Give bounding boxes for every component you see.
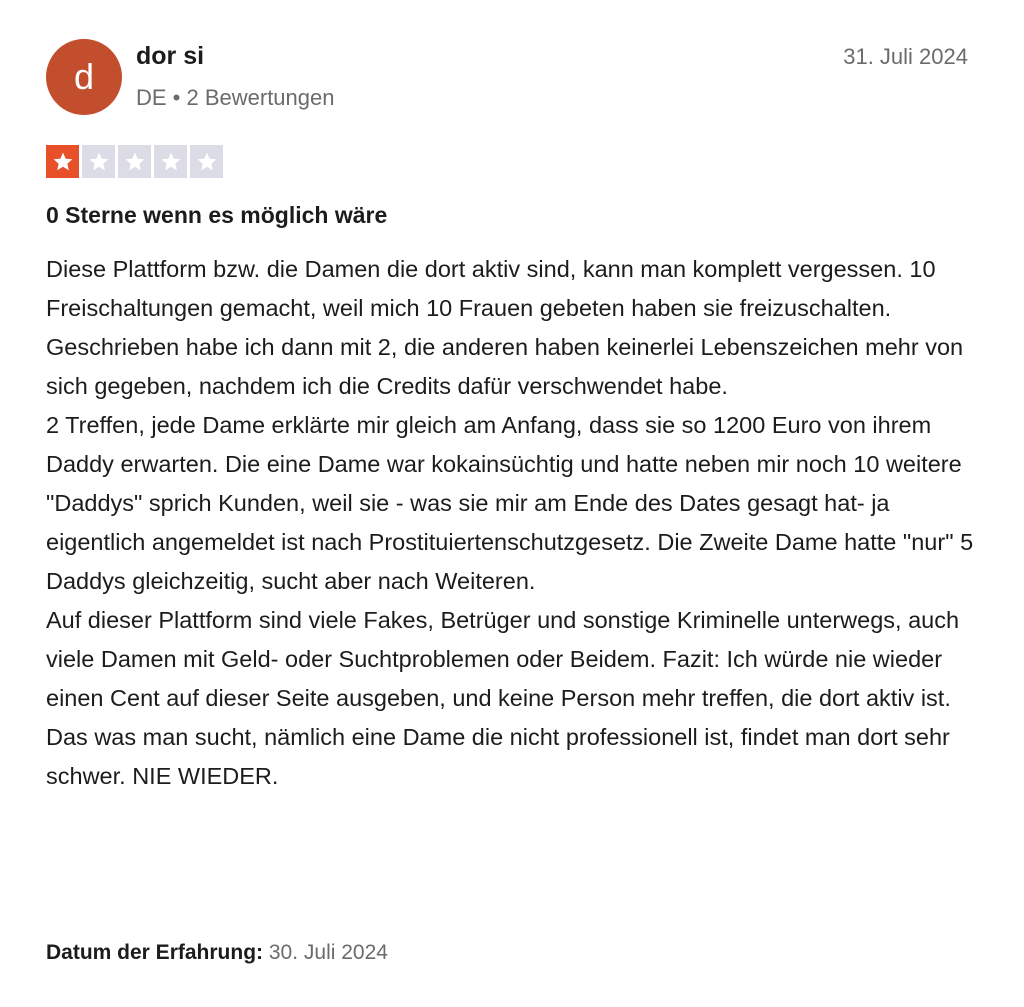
review-paragraph: Diese Plattform bzw. die Damen die dort aktiv sind, kann man komplett vergessen. 10 Freischaltungen gemacht, weil mich 10 Frauen gebeten haben sie freizuschalten. Geschrieben habe ich dann mit 2, die anderen haben keinerlei Lebenszeichen mehr von sich gegeben, nachdem ich die Credits dafür verschwendet habe. (46, 256, 964, 399)
star-empty-icon (190, 145, 223, 178)
review-paragraph: 2 Treffen, jede Dame erklärte mir gleich am Anfang, dass sie so 1200 Euro von ihrem Daddy erwarten. Die eine Dame war kokainsüchtig und hatte neben mir noch 10 weitere "Daddys" sprich Kunden, weil sie - was sie mir am Ende des Dates gesagt hat- ja eigentlich angemeldet ist nach Prostituiertenschutzgesetz. Die Zweite Dame hatte "nur" 5 Daddys gleichzeitig, sucht aber nach Weiteren. (46, 412, 974, 594)
star-empty-icon (118, 145, 151, 178)
experience-date-value: 30. Juli 2024 (268, 941, 388, 964)
experience-date-row (46, 941, 388, 965)
reviewer-name[interactable]: dor si (136, 42, 205, 70)
star-empty-icon (82, 145, 115, 178)
star-filled-icon (46, 145, 79, 178)
experience-date-label: Datum der Erfahrung: (46, 941, 264, 964)
reviewer-meta: DE • 2 Bewertungen (136, 85, 335, 110)
star-rating (46, 145, 223, 178)
review-paragraph: Auf dieser Plattform sind viele Fakes, Betrüger und sonstige Kriminelle unterwegs, auch viele Damen mit Geld- oder Suchtproblemen oder Beidem. Fazit: Ich würde nie wieder einen Cent auf dieser Seite ausgeben, und keine Person mehr treffen, die dort aktiv ist. Das was man sucht, nämlich eine Dame die nicht professionell ist, findet man dort sehr schwer. NIE WIEDER. (46, 607, 960, 789)
star-empty-icon (154, 145, 187, 178)
review-title: 0 Sterne wenn es möglich wäre (46, 202, 388, 228)
review-date: 31. Juli 2024 (843, 44, 968, 69)
review-body (46, 250, 981, 796)
avatar[interactable]: d (46, 39, 122, 115)
